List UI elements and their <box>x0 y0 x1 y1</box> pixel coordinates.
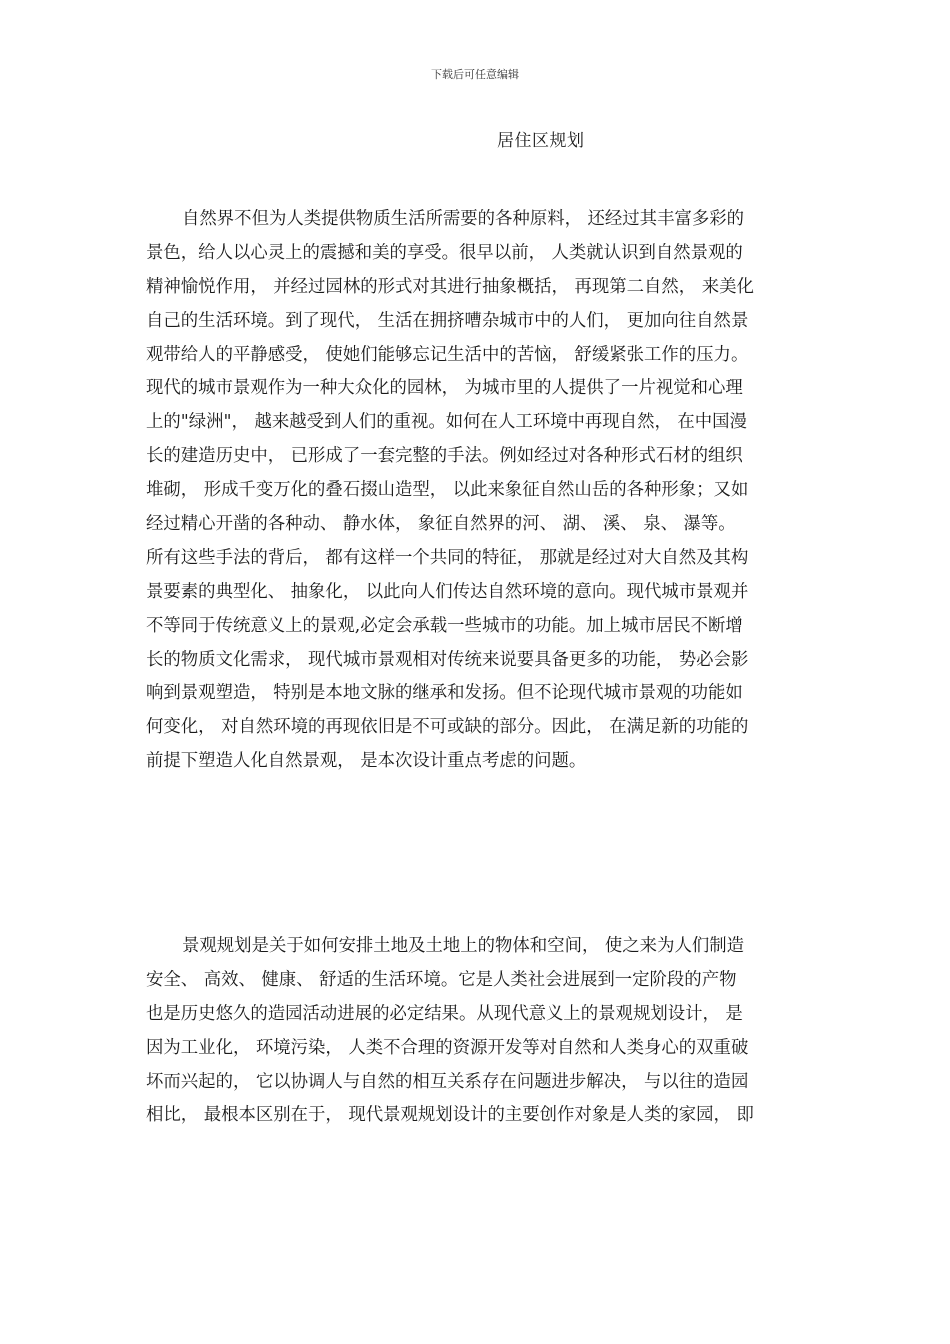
paragraph-line: 景观规划是关于如何安排土地及土地上的物体和空间， 使之来为人们制造 <box>182 936 745 956</box>
paragraph-line: 上的"绿洲"， 越来越受到人们的重视。如何在人工环境中再现自然， 在中国漫 <box>146 412 747 433</box>
paragraph-line: 观带给人的平静感受， 使她们能够忘记生活中的苦恼， 舒缓紧张工作的压力。 <box>146 344 749 365</box>
paragraph-line: 因为工业化， 环境污染， 人类不合理的资源开发等对自然和人类身心的双重破 <box>146 1037 749 1058</box>
paragraph-line: 坏而兴起的， 它以协调人与自然的相互关系存在问题进步解决， 与以往的造园 <box>146 1071 749 1092</box>
paragraph-line: 自己的生活环境。到了现代， 生活在拥挤嘈杂城市中的人们， 更加向往自然景 <box>146 310 749 331</box>
paragraph-line: 现代的城市景观作为一种大众化的园林， 为城市里的人提供了一片视觉和心理 <box>146 378 743 399</box>
paragraph-line: 也是历史悠久的造园活动进展的必定结果。从现代意义上的景观规划设计， 是 <box>146 1003 743 1024</box>
document-title: 居住区规划 <box>497 131 585 151</box>
paragraph-line: 何变化， 对自然环境的再现依旧是不可或缺的部分。因此， 在满足新的功能的 <box>146 717 749 738</box>
paragraph-line: 长的建造历史中， 已形成了一套完整的手法。例如经过对各种形式石材的组织 <box>146 446 743 467</box>
paragraph-line: 景色，给人以心灵上的震撼和美的享受。很早以前， 人类就认识到自然景观的 <box>146 242 743 263</box>
paragraph-line: 堆砌， 形成千变万化的叠石掇山造型， 以此来象征自然山岳的各种形象；又如 <box>146 480 749 501</box>
paragraph-line: 所有这些手法的背后， 都有这样一个共同的特征， 那就是经过对大自然及其构 <box>146 547 749 568</box>
paragraph-line: 相比， 最根本区别在于， 现代景观规划设计的主要创作对象是人类的家园， 即 <box>146 1105 754 1126</box>
paragraph-line: 长的物质文化需求， 现代城市景观相对传统来说要具备更多的功能， 势必会影 <box>146 649 749 670</box>
paragraph-line: 响到景观塑造， 特别是本地文脉的继承和发扬。但不论现代城市景观的功能如 <box>146 683 743 704</box>
paragraph-line: 精神愉悦作用， 并经过园林的形式对其进行抽象概括， 再现第二自然， 来美化 <box>146 276 754 297</box>
paragraph-line: 经过精心开凿的各种动、 静水体， 象征自然界的河、 湖、 溪、 泉、 瀑等。 <box>146 514 736 535</box>
paragraph-1 <box>146 203 808 779</box>
paragraph-line: 自然界不但为人类提供物质生活所需要的各种原料， 还经过其丰富多彩的 <box>182 209 745 229</box>
paragraph-line: 景要素的典型化、 抽象化， 以此向人们传达自然环境的意向。现代城市景观并 <box>146 581 749 602</box>
paragraph-line: 安全、 高效、 健康、 舒适的生活环境。它是人类社会进展到一定阶段的产物 <box>146 969 737 990</box>
paragraph-line: 不等同于传统意义上的景观,必定会承载一些城市的功能。加上城市居民不断增 <box>146 615 743 636</box>
paragraph-line: 前提下塑造人化自然景观， 是本次设计重点考虑的问题。 <box>146 751 587 772</box>
page-header-note: 下载后可任意编辑 <box>431 68 519 81</box>
paragraph-2 <box>146 930 808 1133</box>
